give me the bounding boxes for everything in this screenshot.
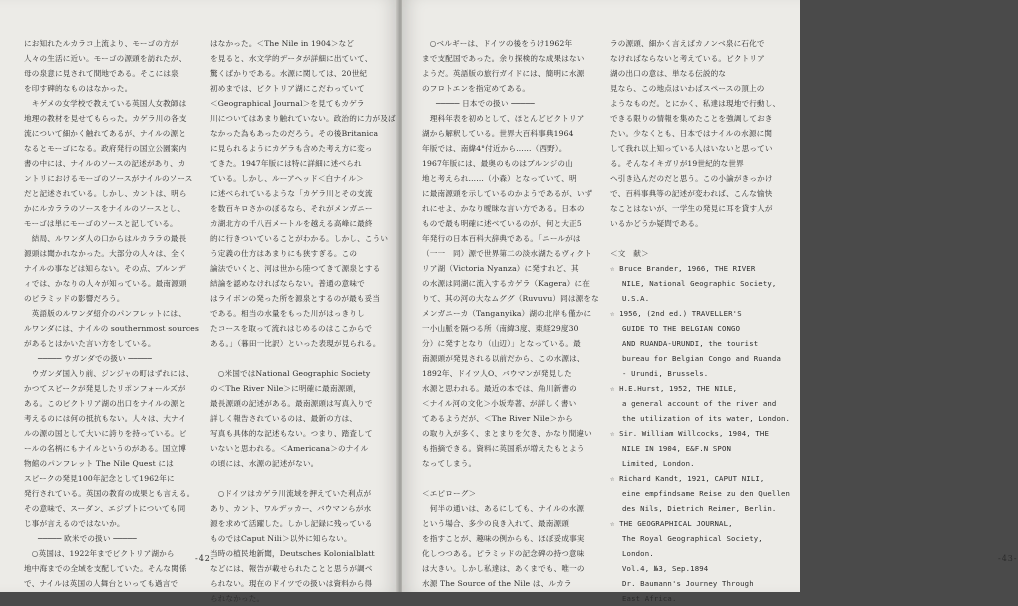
text-line: なければならないと考えている。ビクトリア xyxy=(610,54,765,63)
text-line: ○米国ではNational Geographic Society xyxy=(210,369,371,378)
text-line: 地と考えられ……（小森）となっていて、明 xyxy=(422,174,577,183)
text-line: あり、カント、ワルデッカー、バウマンらが水 xyxy=(210,504,372,513)
text-line: リア湖（Victoria Nyanza）に発すれど、其 xyxy=(422,264,579,273)
text-line: なことはないが、一学生の発見に耳を貸す人が xyxy=(610,204,773,213)
text-line: を数百キロさかのぼるなら、それがメンガニー xyxy=(210,204,373,213)
text-line: 当時の植民地新聞，Deutsches Kolonialblatt xyxy=(210,549,375,558)
text-line: 南源頭が発見される以前だから、この水源は、 xyxy=(422,354,585,363)
left-page-number: -42- xyxy=(195,554,215,563)
text-line: の取り入が多く、まとまりを欠き、かなり間違い xyxy=(422,429,592,438)
text-line: である。相当の水量をもった川がはっきりし xyxy=(210,309,365,318)
text-line: 驚くばかりである。水源に関しては、20世紀 xyxy=(210,69,368,78)
text-line: かにルカララのソースをナイルのソースとし、 xyxy=(24,204,186,213)
right-page-column-1 xyxy=(422,36,606,591)
text-line: カ湖北方の千八百メートルを越える高峰に最終 xyxy=(210,219,373,228)
text-line: 年発行の日本百科大辞典である。「ニールがは xyxy=(422,234,581,243)
text-line: ───── 日本での扱い ───── xyxy=(436,99,535,108)
text-line: 写真も具体的な記述もない。つまり、踏査して xyxy=(210,429,373,438)
text-line: じ事が言えるのではないか。 xyxy=(24,519,125,528)
text-line: に述べられているような「カゲラ川とその支流 xyxy=(210,189,373,198)
left-page-column-1 xyxy=(24,36,200,591)
text-line: を印す碑的なものはなかった。 xyxy=(24,84,133,93)
left-page xyxy=(0,0,398,603)
text-line: 源頭は聞かれなかった。大部分の人々は、全く xyxy=(24,249,187,258)
text-line: かつてスピークが発見したリポンフォールズが xyxy=(24,384,186,393)
text-line: 発行されている。英国の教育の成果とも言える。 xyxy=(24,489,195,498)
text-line: を指すことが、趣味の例からも、ほぼ妥成事実 xyxy=(422,534,585,543)
text-line: なるとモーゴになる。政府発行の国立公園案内 xyxy=(24,144,187,153)
text-line: 結論を認めなければならない。普通の意味で xyxy=(210,279,365,288)
text-line: - Urundi, Brussels. xyxy=(622,369,709,378)
text-line: できる限りの情報を集めたことを強調しておき xyxy=(610,114,773,123)
text-line: ある。このビクトリア湖の出口をナイルの源と xyxy=(24,399,187,408)
text-line: られなかった。 xyxy=(210,594,265,603)
text-line: ルの源の国として大いに誇りを持っている。ビ xyxy=(24,429,187,438)
text-line: 源を求めて活躍した。しかし記録に残っている xyxy=(210,519,373,528)
text-line: Vol.4, №3, Sep.1894 xyxy=(622,564,709,573)
text-line: ☆ THE GEOGRAPHICAL JOURNAL, xyxy=(610,519,733,528)
text-line: AND RUANDA-URUNDI, the tourist xyxy=(622,339,759,348)
text-line: もので最も明確に述べているのが、何と大正5 xyxy=(422,219,582,228)
text-line: 考えるのには何の抵抗もない。人々は、大ナイ xyxy=(24,414,187,423)
text-line: ☆ Bruce Brander, 1966, THE RIVER xyxy=(610,264,756,273)
text-line: なってしまう。 xyxy=(422,459,477,468)
text-line: ○英国は、1922年までビクトリア湖から xyxy=(24,549,175,558)
text-line: London. xyxy=(622,549,654,558)
text-line: 1967年版には、最奥のものはブルンジの山 xyxy=(422,159,573,168)
text-line xyxy=(610,231,790,246)
text-line: ☆ 1956, (2nd ed.) TRAVELLER'S xyxy=(610,309,742,318)
text-line: ントリにおけるモーゴのソースがナイルのソース xyxy=(24,174,193,183)
text-line: モーゴは単にモーゴのソースと記している。 xyxy=(24,219,178,228)
text-line: 母の泉意に見されて間地である。そこには泉 xyxy=(24,69,179,78)
text-line: のフロトエンを指定めてある。 xyxy=(422,84,531,93)
text-line: ○ベルギーは、ドイツの後をうけ1962年 xyxy=(422,39,573,48)
text-line: 人々の生活に近い。モーゴの源頭を訪れたが、 xyxy=(24,54,187,63)
text-line: 水源 The Source of the Nile は、ルカラ xyxy=(422,579,572,588)
right-page-number: -43- xyxy=(998,554,1018,563)
text-line: にお知れたルカラコ上流より、モーゴの方が xyxy=(24,39,179,48)
text-line: を見ると、水文学的データが詳細に出ていて、 xyxy=(210,54,373,63)
text-line: はなかった。＜The Nile in 1904＞など xyxy=(210,39,355,48)
text-line: 的に行きついていることがわかる。しかし、こうい xyxy=(210,234,389,243)
text-line: Dr. Baumann's Journey Through xyxy=(622,579,754,588)
text-line: ───── ウガンダでの扱い ───── xyxy=(38,354,152,363)
left-page-column-2 xyxy=(210,36,396,606)
text-line: 水源と思われる。最近の本では、角川新書の xyxy=(422,384,577,393)
text-line: des Nils, Dietrich Reimer, Berlin. xyxy=(622,504,777,513)
text-line: という場合、多少の良き入れて、最南源頭 xyxy=(422,519,569,528)
text-line: GUIDE TO THE BELGIAN CONGO xyxy=(622,324,741,333)
text-line: などには、報告が載せられたことと思うが調べ xyxy=(210,564,373,573)
text-line: ○ドイツはカゲラ川流域を押えていた利点が xyxy=(210,489,372,498)
text-line: 一小山脈を隔つる所（南緯3度、東経29度30 xyxy=(422,324,579,333)
text-line: 地中海までの全域を支配していた。そんな関係 xyxy=(24,564,187,573)
text-line: は大きい。しかし私達は、あくまでも、唯一の xyxy=(422,564,585,573)
text-line: の頃には、水源の記述がない。 xyxy=(210,459,319,468)
text-line: の＜The River Nile＞に明確に最南源頭， xyxy=(210,384,361,393)
text-line: eine empfindsame Reise zu den Quellen xyxy=(622,489,791,498)
text-line: られない。現在のドイツでの扱いは資料から得 xyxy=(210,579,373,588)
text-line: ウガンダ国入り前、ジンジャの町はずれには、 xyxy=(24,369,194,378)
text-line: ィでは、かなりの人々が知っている。最南源頭 xyxy=(24,279,187,288)
text-line: ＜Geographical Journal＞を見てもカゲラ xyxy=(210,99,365,108)
text-line: 年版では、南緯4°付近から……（西野）。 xyxy=(422,144,567,153)
text-line: てあるようだが、＜The River Nile＞から xyxy=(422,414,573,423)
text-line: ＜ナイル河の文化＞小坂寿著、が詳しく書い xyxy=(422,399,577,408)
text-line: で、百科事典等の記述が変われば、こんな愉快 xyxy=(610,189,773,198)
text-line: に最南源頭を示しているのかようであるが、いず xyxy=(422,189,593,198)
text-line: たコースを取って流れはじめるのはここからで xyxy=(210,324,373,333)
text-line: NILE IN 1904, E&F.N SPON xyxy=(622,444,732,453)
text-line: ☆ H.E.Hurst, 1952, THE NILE, xyxy=(610,384,738,393)
text-line: NILE, National Geographic Society, xyxy=(622,279,777,288)
text-line: 分）に発すとなり（山辺）」となっている。最 xyxy=(422,339,581,348)
text-line: てきた。1947年版には特に詳細に述べられ xyxy=(210,159,362,168)
text-line: キゲメの女学校で教えている英国人女教師は xyxy=(24,99,187,108)
text-line: 初めまでは、ビクトリア湖にこだわっていて xyxy=(210,84,365,93)
text-line: （一一 同）源で世界第二の淡水湖たるヴィクト xyxy=(422,249,592,258)
text-line: ナイルの事などは知らない。その点、ブルンデ xyxy=(24,264,186,273)
text-line: も指摘できる。資料に英国系が増えたもとよう xyxy=(422,444,585,453)
text-line: ようだ。英語版の旅行ガイドには、簡明に水源 xyxy=(422,69,585,78)
text-line: メンガニーカ（Tanganyika）湖の北岸も僅かに xyxy=(422,309,592,318)
text-line: いないと思われる。＜Americana＞のナイル xyxy=(210,444,369,453)
text-line: ───── 欧米での扱い ───── xyxy=(38,534,137,543)
text-line: bureau for Belgian Congo and Ruanda xyxy=(622,354,782,363)
text-line: いるかどうか疑問である。 xyxy=(610,219,703,228)
text-line: 書の中には、ナイルのソースの記述があり、カ xyxy=(24,159,186,168)
text-line: Limited, London. xyxy=(622,459,695,468)
text-line xyxy=(210,471,390,486)
text-line: で、ナイルは英国の人舞台といっても過言で xyxy=(24,579,179,588)
text-line: う定義の仕方はあまりにも狭すぎる。この xyxy=(210,249,358,258)
text-line: ラの源頭、細かく言えばカノンベ泉に石化で xyxy=(610,39,765,48)
text-line xyxy=(422,471,606,486)
text-line: ある。」（暮田一比訳）といった表現が見られる。 xyxy=(210,339,381,348)
text-line: りて、其の河の大なムググ（Ruvuvu）同は源をな xyxy=(422,294,599,303)
text-line: the utilization of its water, London. xyxy=(622,414,791,423)
text-line: まで支配国であった。余り探検的な成果はない xyxy=(422,54,585,63)
text-line: ものではCaput Nili＞以外に知らない。 xyxy=(210,534,352,543)
text-line: ☆ Sir. William Willcocks, 1904, THE xyxy=(610,429,770,438)
text-line: ＜エピローグ＞ xyxy=(422,489,477,498)
text-line: ＜文 献＞ xyxy=(610,249,649,258)
text-line: ている。しかし、ルーアへッド＜白ナイル＞ xyxy=(210,174,364,183)
text-line: 1892年、ドイツ人O、バウマンが発見した xyxy=(422,369,572,378)
text-line: 地理の教材を見せてもらった。カゲラ川の各支 xyxy=(24,114,187,123)
text-line: 英語版のルワンダ紹介のパンフレットには、 xyxy=(24,309,186,318)
text-line: 最長源頭の記述がある。最南源頭は写真入りで xyxy=(210,399,373,408)
text-line: のピラミッドの影響だろう。 xyxy=(24,294,125,303)
text-line: その意味で、スーダン、エジプトについても同 xyxy=(24,504,186,513)
text-line: に見られるようにカゲラも含めた考え方に変っ xyxy=(210,144,373,153)
text-line: へ引き込んだのだと思う。この小論がきっかけ xyxy=(610,174,773,183)
text-line: ールの名柄にもナイルというのがある。国立博 xyxy=(24,444,186,453)
text-line: る。そんなイキガリが19世紀的な世界 xyxy=(610,159,744,168)
text-line: ルワンダには、ナイルの southernmost sources xyxy=(24,324,199,333)
text-line: があるとはかいた言い方をしている。 xyxy=(24,339,156,348)
text-line: れにせよ、かなり曖昧な言い方である。日本の xyxy=(422,204,585,213)
text-line: 化しつつある。ピラミッドの記念碑の持つ意味 xyxy=(422,549,585,558)
text-line: 理科年表を初めとして、ほとんどビクトリア xyxy=(422,114,585,123)
text-line: はライボンの発った所を源泉とするのが最も妥当 xyxy=(210,294,381,303)
text-line: ☆ Richard Kandt, 1921, CAPUT NILI, xyxy=(610,474,765,483)
text-line: U.S.A. xyxy=(622,294,650,303)
text-line: 論法でいくと、河は世から陸つてきて源泉とする xyxy=(210,264,381,273)
text-line: スピークの発見100年記念として1962年に xyxy=(24,474,175,483)
text-line: たい。少なくとも、日本ではナイルの水源に関 xyxy=(610,129,773,138)
text-line xyxy=(210,351,390,366)
text-line: 見なら、この地点はいわばスペースの頂上の xyxy=(610,84,765,93)
text-line: East Africa. xyxy=(622,594,677,603)
text-line: して我れ以上知っている人はいないと思ってい xyxy=(610,144,773,153)
text-line: ようなものだ。とにかく、私達は現地で行動し、 xyxy=(610,99,781,108)
text-line: 湖の出口の意は、単なる伝説的な xyxy=(610,69,727,78)
right-page-column-2 xyxy=(610,36,790,606)
text-line: The Royal Geographical Society, xyxy=(622,534,763,543)
text-line: 詳しく報告されているのは、最新の方は、 xyxy=(210,414,358,423)
right-page xyxy=(402,0,1018,603)
text-line: 物館のパンフレット The Nile Quest には xyxy=(24,459,174,468)
text-line: a general account of the river and xyxy=(622,399,777,408)
text-line: だと記述されている。しかし、カントは、明ら xyxy=(24,189,187,198)
text-line: 川についてはあまり触れていない。政治的に力が及ば xyxy=(210,114,396,123)
text-line: なかった為もあったのだろう。その後Britanica xyxy=(210,129,379,138)
text-line: の水源は同湖に流入するカゲラ（Kagera）に在 xyxy=(422,279,590,288)
text-line: 流について細かく触れてあるが、ナイルの源と xyxy=(24,129,186,138)
text-line: 湖から解釈している。世界大百科事典1964 xyxy=(422,129,574,138)
text-line: 何半の通いは、あるにしても、ナイルの水源 xyxy=(422,504,585,513)
text-line: 結局、ルワンダ人の口からはルカララの最長 xyxy=(24,234,187,243)
